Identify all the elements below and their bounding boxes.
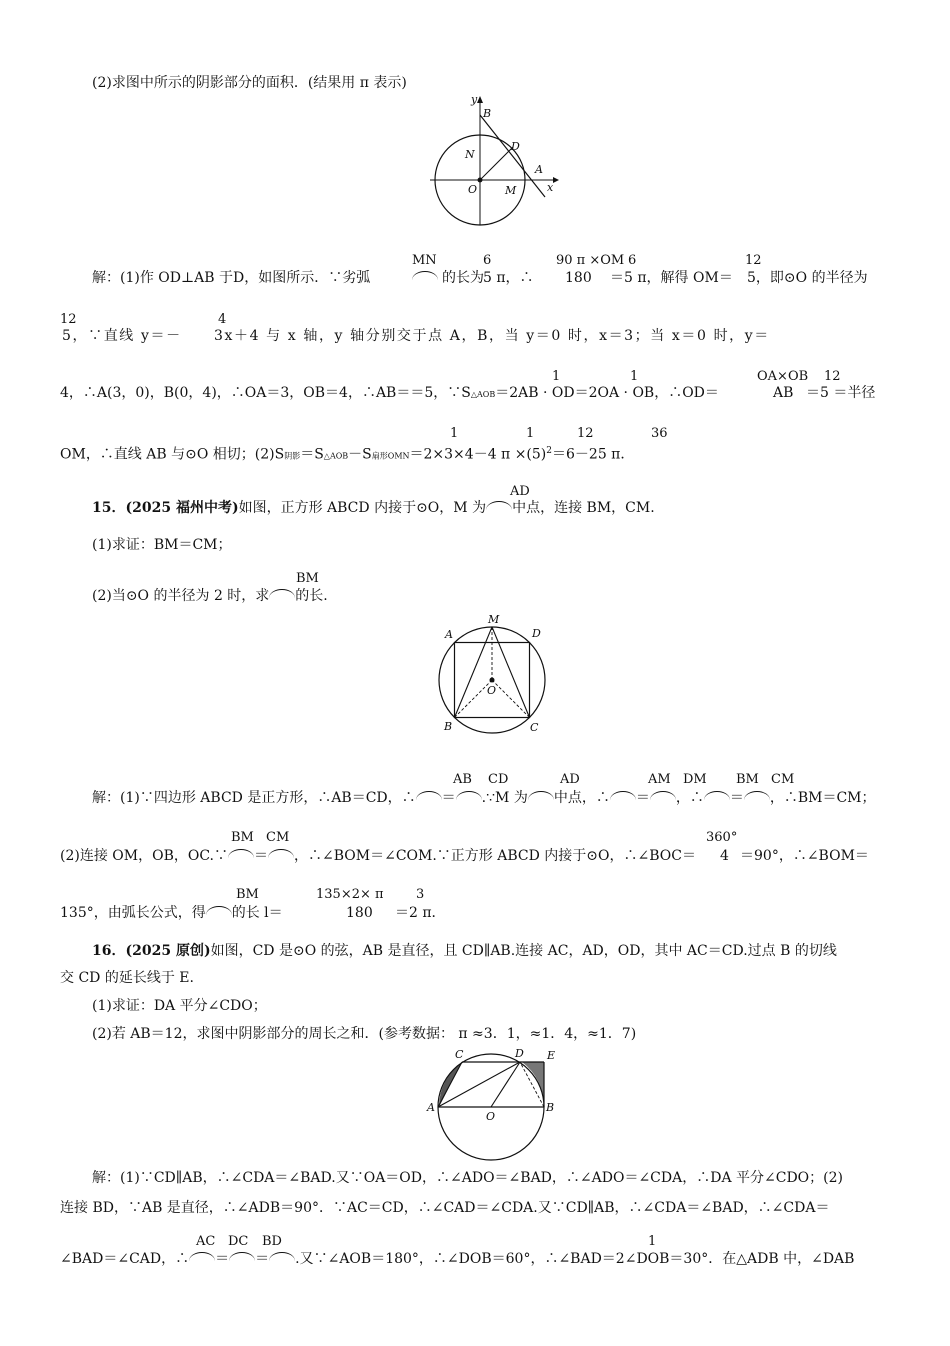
q15-s2-b: ，∴∠BOM＝∠COM.∵正方形 ABCD 内接于⊙O，∴∠BOC＝: [294, 848, 696, 864]
q15-s1-arc6: BM: [736, 772, 759, 787]
q15-s1-b: .∵M 为: [481, 790, 528, 806]
q14-center-dot: [478, 178, 483, 183]
q15-s3-arc-label: BM: [236, 887, 259, 902]
q15-s2-arc2: CM: [266, 830, 290, 845]
q14-s3-d-text: 5 ＝半径: [820, 385, 876, 401]
q16-title: [92, 943, 837, 959]
q14-label-n: N: [465, 148, 475, 161]
q14-s3-b: ＝2AB · OD＝2OA · OB，∴OD＝: [495, 385, 719, 401]
q15-title: [92, 500, 655, 516]
q16-part1: (1)求证：DA 平分∠CDO；: [92, 998, 267, 1014]
q14-s1-num1: 6: [483, 253, 492, 268]
q15-part1: (1)求证：BM＝CM；: [92, 537, 232, 553]
q16-s3-num: 1: [648, 1234, 657, 1249]
q14-s4-e: ＝6－25 π．: [552, 446, 635, 463]
q14-label-x: x: [547, 181, 554, 194]
q14-s4-n4: 36: [651, 426, 668, 441]
q14-s1-a: 解：(1)作 OD⊥AB 于D，如图所示．∵劣弧: [92, 270, 371, 286]
q14-s4-n2: 1: [526, 426, 535, 441]
q15-s2-line: [60, 848, 696, 864]
q14-s4-sup: 2: [546, 446, 553, 456]
q15-p2-arc-label: BM: [296, 571, 319, 586]
q15-s2-a: (2)连接 OM，OB，OC.∵: [60, 848, 228, 864]
q15-s1-arc-mark1: [416, 791, 442, 800]
q16-label-b: B: [546, 1101, 555, 1114]
q15-s1-e: ，∴BM＝CM；: [769, 790, 876, 806]
q15-s1-d: ，∴: [675, 790, 704, 806]
q14-s3-frac-num: OA×OB: [757, 369, 809, 384]
q15-oc: [492, 680, 530, 718]
q15-label-m: M: [488, 613, 500, 626]
q15-s1-arc2: CD: [488, 772, 509, 787]
q16-sol-line2: 连接 BD，∵AB 是直径，∴∠ADB＝90°．∵AC＝CD，∴∠CAD＝∠CDA.又∵CD∥AB，∴∠CDA＝∠BAD，∴∠CDA＝: [60, 1200, 830, 1216]
q14-s4-n3: 12: [577, 426, 594, 441]
q14-label-m: M: [505, 184, 517, 197]
q16-s3-arc2: DC: [228, 1234, 249, 1249]
q15-s1-eq3: ＝: [729, 790, 744, 806]
q14-s2-num: 4: [218, 312, 227, 327]
q15-s1-arc-mark7: [744, 791, 770, 800]
q15-label-d: D: [532, 627, 541, 640]
q15-s1-eq1: ＝: [441, 790, 456, 806]
q14-x-arrow: [553, 177, 559, 183]
q14-s1-b: 的长为: [442, 270, 484, 286]
q14-s1-arc-label: MN: [412, 253, 437, 268]
q14-part2: (2)求图中所示的阴影部分的面积．(结果用 π 表示): [92, 75, 407, 91]
q14-od: [480, 147, 513, 180]
q14-s1-f: 5，即⊙O 的半径为: [747, 270, 868, 286]
q15-s3-b: 的长 l＝: [231, 905, 283, 921]
q15-label-o: O: [487, 684, 497, 697]
q15-s1-arc1: AB: [453, 772, 472, 787]
q14-s3-frac-den: AB: [773, 385, 794, 401]
q16-title-a: 如图，CD 是⊙O 的弦，AB 是直径，且 CD∥AB.连接 AC，AD，OD，其中 AC＝CD.过点 B 的切线: [210, 943, 837, 959]
q14-s4-sub3: 扇形OMN: [371, 451, 410, 461]
q16-od: [491, 1062, 520, 1107]
q14-label-a: A: [535, 163, 543, 176]
q15-s2-frac-num: 360°: [706, 830, 738, 845]
q14-s1-num2: 6: [628, 253, 637, 268]
q15-s2-arc-mark2: [268, 849, 294, 858]
q15-s1-line: [92, 790, 876, 806]
q14-s4-b: ＝S: [300, 446, 324, 463]
q15-s1-arc4: AM: [648, 772, 671, 787]
q15-s3-a: 135°，由弧长公式，得: [60, 905, 206, 921]
q16-s3-arc-mark3: [269, 1252, 295, 1261]
q15-label-c: C: [530, 721, 539, 734]
q15-s3-frac-num: 135×2× π: [316, 887, 384, 902]
q15-s1-c: 中点，∴: [553, 790, 610, 806]
q15-title-arc-label: AD: [510, 484, 530, 499]
q15-s2-arc-mark1: [228, 849, 254, 858]
q14-label-y: y: [471, 93, 478, 106]
q15-title-b: 中点，连接 BM，CM.: [512, 500, 655, 516]
q14-s1-frac-den: 180: [565, 270, 592, 286]
q15-s2-c: ＝90°，∴∠BOM＝: [740, 848, 869, 864]
q16-s3-arc-mark2: [229, 1252, 255, 1261]
q15-cm: [492, 627, 530, 718]
q15-s1-a: 解：(1)∵四边形 ABCD 是正方形，∴AB＝CD，∴: [92, 790, 416, 806]
q14-s4-n1: 1: [450, 426, 459, 441]
q16-figure: [425, 1045, 565, 1160]
q14-s1-d: ＝: [610, 270, 624, 286]
q15-s3-frac-den: 180: [346, 905, 373, 921]
q16-s3-arc3: BD: [262, 1234, 282, 1249]
q15-s1-eq2: ＝: [635, 790, 650, 806]
q14-s4-a: OM，∴直线 AB 与⊙O 相切；(2)S: [60, 446, 285, 463]
q16-label-o: O: [486, 1110, 496, 1123]
q15-s3-arc-mark: [206, 906, 232, 915]
q14-s4-sub1: 阴影: [284, 451, 301, 461]
q15-figure: [435, 613, 555, 738]
q16-sol-line1: 解：(1)∵CD∥AB，∴∠CDA＝∠BAD.又∵OA＝OD，∴∠ADO＝∠BAD，∴∠ADO＝∠CDA，∴DA 平分∠CDO；(2): [92, 1170, 843, 1186]
q15-s1-arc-mark5: [650, 791, 676, 800]
q14-s3-d: [806, 385, 875, 401]
q14-s3-c: ＝: [806, 385, 820, 401]
q15-s1-arc-mark2: [456, 791, 482, 800]
q15-s2-eq: ＝: [254, 848, 268, 864]
q15-s2-frac-den: 4: [720, 848, 729, 864]
q15-title-arc: [486, 501, 512, 510]
q14-label-d: D: [511, 140, 520, 153]
q14-s1-num3: 12: [745, 253, 762, 268]
q16-number: 16．: [92, 943, 126, 959]
q16-source: (2025 原创): [125, 943, 211, 959]
q15-s1-arc-mark3: [528, 791, 554, 800]
q15-label-b: B: [444, 720, 453, 733]
q15-p2-b: 的长.: [295, 588, 328, 604]
q14-s1-arc-mark: [412, 270, 438, 286]
q16-sol-line3: [60, 1251, 854, 1267]
q15-bm: [455, 627, 493, 718]
q14-y-arrow: [477, 96, 483, 103]
q16-s3-b: .又∵∠AOB＝180°，∴∠DOB＝60°，∴∠BAD＝2∠DOB＝30°．在△ADB 中，∠DAB: [295, 1251, 855, 1267]
q14-s3-a-text: 4，∴A(3，0)，B(0，4)，∴OA＝3，OB＝4，∴AB＝＝5，∵S: [60, 385, 471, 401]
q16-s3-eq2: ＝: [255, 1251, 270, 1267]
q14-s1-frac-num: 90 π ×OM: [556, 253, 625, 268]
q14-s3-half2: 1: [630, 369, 639, 384]
q16-s3-eq1: ＝: [215, 1251, 230, 1267]
q16-s3-arc-mark1: [189, 1252, 215, 1261]
q15-number: 15．: [92, 500, 126, 516]
q14-s4-c: －S: [348, 446, 372, 463]
q15-p2-a: (2)当⊙O 的半径为 2 时，求: [92, 588, 270, 604]
q16-label-d: D: [515, 1047, 524, 1060]
q15-part2: [92, 588, 328, 604]
q15-s3-line: [60, 905, 283, 921]
q16-label-a: A: [427, 1101, 435, 1114]
q14-s1-c: 5 π，∴: [483, 270, 534, 286]
q16-s3-arc1: AC: [196, 1234, 216, 1249]
q15-s3-num: 3: [416, 887, 425, 902]
q14-s1-e: 5 π，解得 OM＝: [624, 270, 733, 286]
q14-s3-a: [60, 385, 719, 403]
q14-s3-num: 12: [824, 369, 841, 384]
q14-label-b: B: [483, 107, 492, 120]
q14-s3-sub1: △AOB: [470, 390, 496, 399]
q14-s2-top-left: 12: [60, 312, 77, 327]
q15-s1-arc-mark4: [610, 791, 636, 800]
q15-s2-arc1: BM: [231, 830, 254, 845]
q14-figure: [425, 95, 565, 230]
q16-label-c: C: [455, 1048, 464, 1061]
q14-s2-a: 5，∵直线 y＝－: [62, 328, 182, 344]
q15-s3-c: ＝2 π．: [395, 905, 446, 921]
q14-s4-sub2: △AOB: [323, 451, 349, 461]
q16-s3-a: ∠BAD＝∠CAD，∴: [60, 1251, 190, 1267]
q15-label-a: A: [445, 628, 453, 641]
q15-s1-arc7: CM: [771, 772, 795, 787]
q15-s1-arc3: AD: [560, 772, 580, 787]
q14-s4: [60, 443, 634, 465]
q14-s3-half1: 1: [552, 369, 561, 384]
q16-part2: (2)若 AB＝12，求图中阴影部分的周长之和．(参考数据： π ≈3．1，≈1．4，≈1．7): [92, 1026, 637, 1042]
q15-title-a: 如图，正方形 ABCD 内接于⊙O，M 为: [238, 500, 487, 516]
q14-s4-d: ＝2×3×4－4 π ×(5): [409, 446, 547, 463]
q16-label-e: E: [547, 1049, 556, 1062]
q15-center-dot: [490, 678, 495, 683]
q16-title-b: 交 CD 的延长线于 E.: [60, 970, 194, 986]
q14-s2-b: 3x＋4 与 x 轴，y 轴分别交于点 A，B，当 y＝0 时，x＝3；当 x＝0 时，y＝: [214, 328, 770, 344]
q14-label-o: O: [468, 183, 478, 196]
q15-p2-arc: [269, 589, 295, 598]
q15-source: (2025 福州中考): [125, 500, 239, 516]
q15-s1-arc-mark6: [704, 791, 730, 800]
q15-s1-arc5: DM: [683, 772, 707, 787]
